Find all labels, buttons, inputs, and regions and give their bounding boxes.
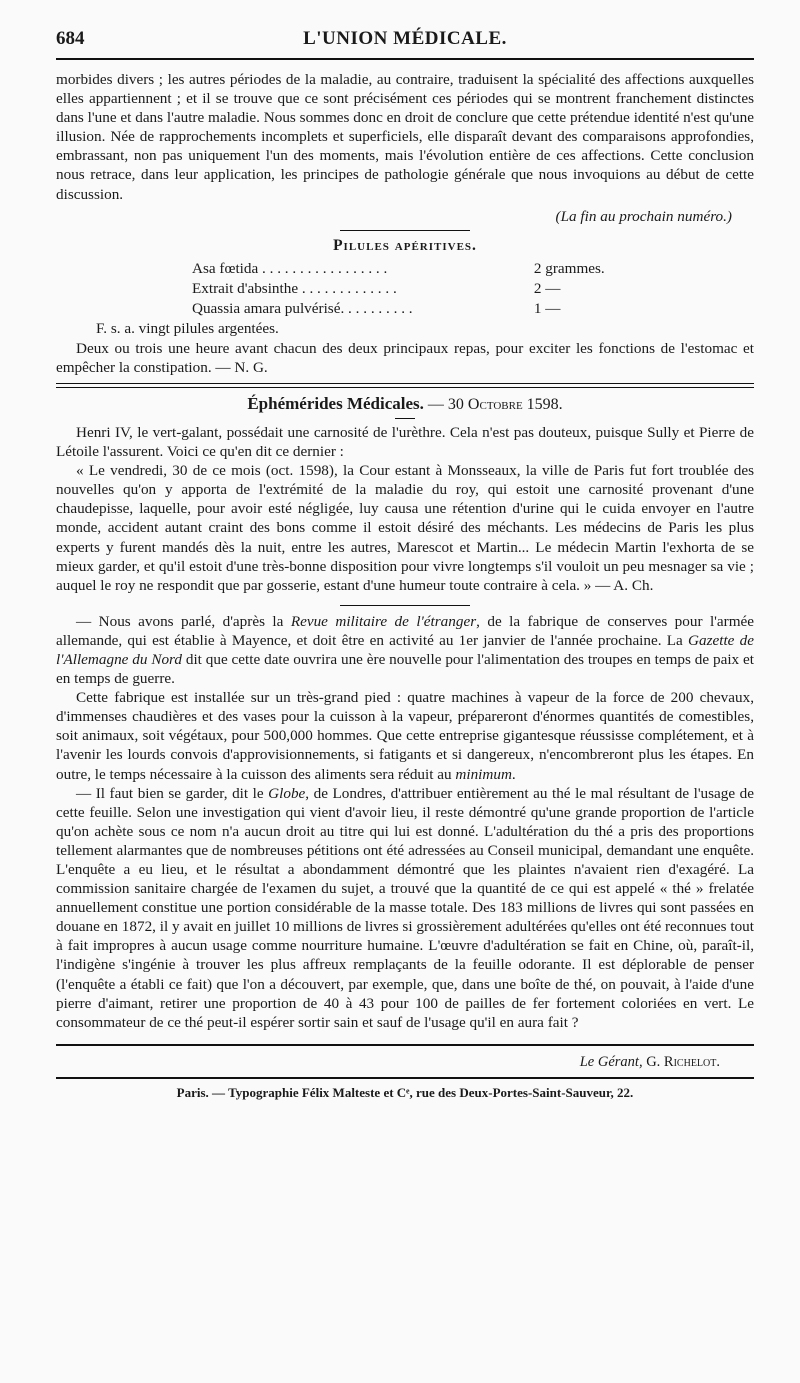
- section-double-rule: [56, 383, 754, 388]
- ingredient-dose: 2 grammes.: [533, 259, 605, 277]
- emphasis: minimum: [455, 765, 512, 783]
- text-run: dit que cette date ouvrira une ère nouvelle pour l'alimentation des troupes en temps de paix et en temps de guerre.: [56, 650, 754, 688]
- section-divider: [340, 230, 470, 231]
- intro-paragraph: morbides divers ; les autres périodes de la maladie, au contraire, traduisent la spécialité des affections auxquelles elles appartiennent ; et il se trouve que ce sont précisément ces périodes qui se montrent franchement distinctes dans l'une et dans l'autre maladie. Nous sommes donc en droit de conclure que cette prétendue identité n'est qu'une illusion. Née de rapprochements incomplets et superficiels, elle disparaît devant des comparaisons approfondies, embrassant, non pas uniquement l'un des moments, mais l'évolution entière de ces affections. Cette conclusion nous retrace, dans leur application, les principes de pathologie générale que nous invoquions au début de cette discussion.: [56, 71, 754, 203]
- continuation-note: (La fin au prochain numéro.): [555, 207, 732, 225]
- running-title: L'UNION MÉDICALE.: [303, 28, 507, 49]
- imprint: Paris. — Typographie Félix Malteste et Cᵉ, rue des Deux-Portes-Saint-Sauveur, 22.: [176, 1084, 634, 1100]
- text-run: — Il faut bien se garder, dit le: [76, 784, 269, 802]
- prescription-list: [192, 259, 612, 319]
- ephemerides-section: [56, 394, 754, 595]
- ephemerides-paragraph: Henri IV, le vert-galant, possédait une carnosité de l'urèthre. Cela n'est pas douteux, puisque Sully et Pierre de Létoile l'assurent. Voici ce qu'en dit ce dernier :: [56, 423, 754, 461]
- pilules-section: [56, 237, 754, 377]
- news-paragraph: [56, 612, 754, 688]
- pilules-title: Pilules apéritives.: [333, 236, 477, 254]
- signature-label: Le Gérant,: [579, 1053, 643, 1070]
- title-dash: [395, 418, 415, 419]
- fsa-note: F. s. a. vingt pilules argentées.: [96, 319, 279, 337]
- ephemerides-date: — 30 Octobre 1598.: [427, 395, 563, 413]
- ephemerides-heading: Éphémérides Médicales.: [247, 393, 424, 413]
- prescription-item: [192, 259, 612, 279]
- ingredient-dose: 1 —: [533, 299, 561, 317]
- news-paragraph: [56, 688, 754, 783]
- section-divider: [340, 605, 470, 606]
- source-title: Revue militaire de l'étranger: [290, 612, 477, 630]
- ingredient-dose: 2 —: [533, 279, 561, 297]
- text-run: — Nous avons parlé, d'après la: [76, 612, 291, 630]
- ingredient-name: Quassia amara pulvérisé. . . . . . . . . .: [192, 299, 413, 317]
- source-title: Gazette de l'Allemagne du Nord: [56, 631, 754, 668]
- text-run: .: [511, 765, 516, 783]
- header-rule: [56, 58, 754, 60]
- pilules-instructions: Deux ou trois une heure avant chacun des deux principaux repas, pour exciter les fonctions de l'estomac et empêcher la constipation. — N. G.: [56, 339, 754, 376]
- imprint-rule: [56, 1077, 754, 1079]
- signature-name: G. Richelot.: [646, 1053, 720, 1070]
- prescription-item: [192, 299, 612, 319]
- page-number: 684: [56, 28, 85, 49]
- ingredient-name: Extrait d'absinthe . . . . . . . . . . . . .: [192, 279, 397, 297]
- ingredient-name: Asa fœtida . . . . . . . . . . . . . . . . .: [192, 259, 388, 277]
- footer-rule: [56, 1044, 754, 1046]
- text-run: , de la fabrique de conserves pour l'armée allemande, qui est établie à Mayence, et doit être en activité au 1er janvier de l'année prochaine. La: [56, 612, 755, 649]
- text-run: Cette fabrique est installée sur un très-grand pied : quatre machines à vapeur de la force de 200 chevaux, d'immenses chaudières et des vases pour la cuisson à la vapeur, prépareront d'énormes quantités de comestibles, soit animaux, soit végétaux, pour 500,000 hommes. Que cette entreprise gigantesque réussisse complétement, et à l'avenir les lourds convois d'approvisionnements, si fatigants et si dangereux, n'encombreront plus les étapes. En outre, le temps nécessaire à la cuisson des aliments sera réduit au: [56, 689, 754, 783]
- text-run: , de Londres, d'attribuer entièrement au thé le mal résultant de l'usage de cette feuille. Selon une investigation qui vient d'avoir lieu, il reste démontré qu'une grande proportion de l'article qu'on achète sous ce nom n'a aucun droit au titre qui lui est donné. L'adultération du thé a pris des proportions tellement alarmantes que de nombreuses pétitions ont été adressées au Conseil municipal, demandant une enquête. L'enquête a eu lieu, et le résultat a abondamment démontré que les plaintes n'avaient rien d'exagéré. La commission sanitaire chargée de l'examen du sujet, a trouvé que la quantité de ce qui est appelé « thé » frelatée annuellement constitue une portion considérable de la masse totale. Des 183 millions de livres qui sont passées en douane en 1872, il y avait en juillet 10 millions de livres si grossièrement adultérées qu'elles ont été reconnues tout à fait impropres à aucun usage comme nourriture humaine. L'œuvre d'adultération se fait en Chine, où, paraît-il, l'indigène s'ingénie à trouver les plus affreux remplaçants de la feuille odorante. Il est déplorable de penser (l'enquête a établi ce fait) que l'on a découvert, par exemple, que, dans une boîte de thé, on pouvait, à l'aide d'une pierre d'aimant, retirer une proportion de 40 à 43 pour 100 de pailles de fer fortement coloriées en vert. Le consommateur de ce thé peut-il espérer sortir sain et sauf de l'usage qu'il en aura fait ?: [56, 784, 755, 1031]
- prescription-item: [192, 279, 612, 299]
- news-section: [56, 612, 754, 1032]
- intro-section: [56, 70, 754, 226]
- ephemerides-quote: « Le vendredi, 30 de ce mois (oct. 1598), la Cour estant à Monsseaux, la ville de Paris fut fort troublée des nouvelles qu'on y apporta de l'extrémité de la maladie du roy, qui estoit une carnosité provenant d'une chaudepisse, laquelle, pour avoir esté négligée, luy causa une rétention d'urine qui le cuida envoyer en l'autre monde, accident autant craint des bons comme il estoit désiré des méchants. Les médecins de Paris les plus experts y furent mandés dès la nuit, entre les autres, Marescot et Martin... Le médecin Martin l'exhorta de se mieux garder, et qu'il estoit d'une très-bonne disposition pour vivre longtemps s'il vouloit un peu mesnager sa vie ; auquel le roy ne respondit que par gosserie, estant d'une humeur toute contraire à cela. » — A. Ch.: [56, 462, 754, 594]
- signature: [56, 1054, 754, 1071]
- ephemerides-title: [56, 394, 754, 414]
- page-header: [56, 0, 754, 50]
- news-paragraph: [56, 784, 754, 1032]
- source-title: Globe: [268, 784, 306, 802]
